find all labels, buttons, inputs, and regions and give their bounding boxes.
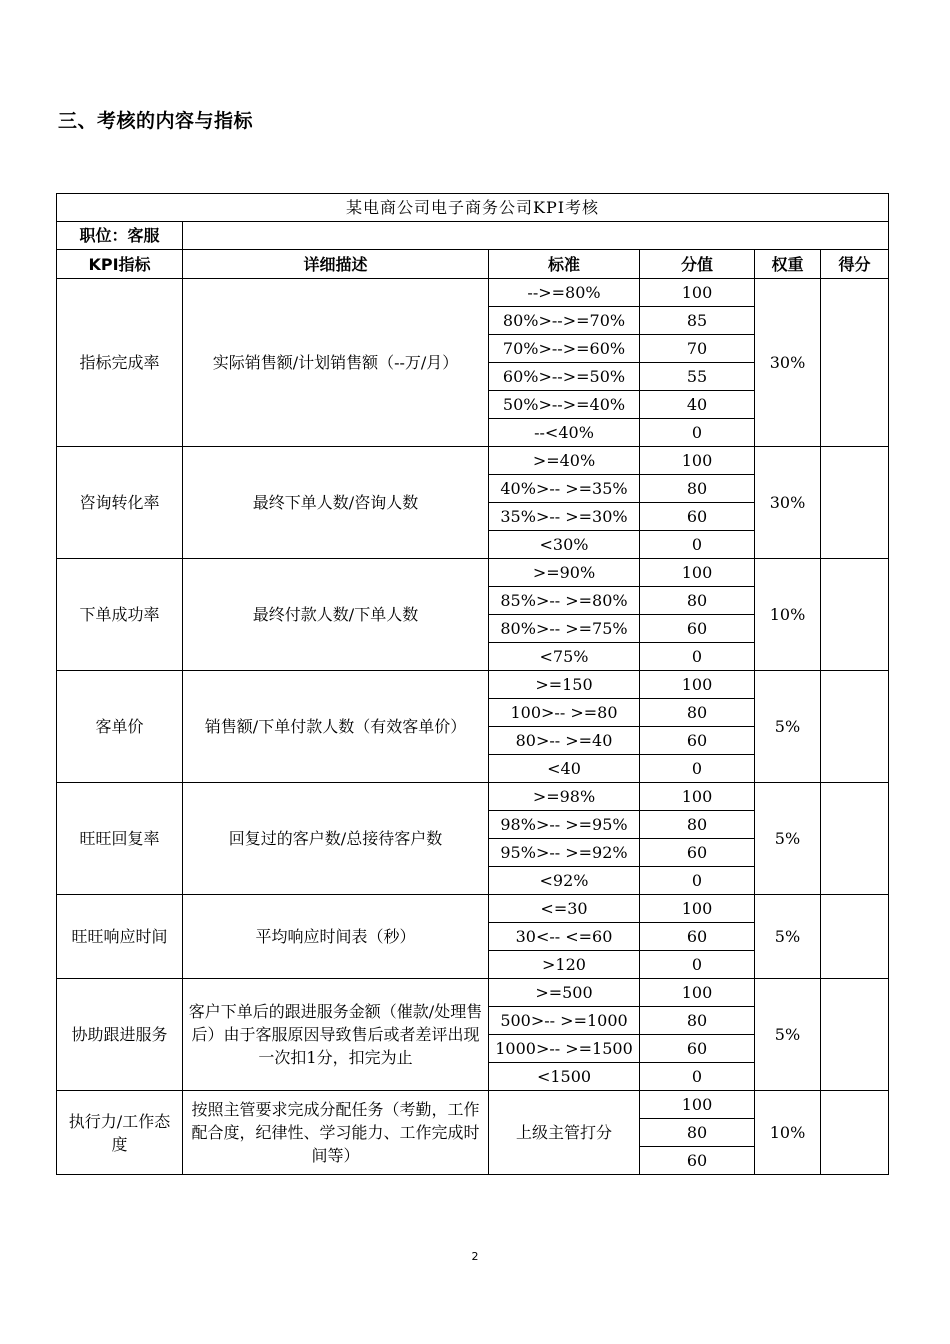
kpi-table	[56, 193, 889, 1175]
kpi-value: 70	[640, 335, 755, 363]
kpi-score	[821, 559, 889, 671]
kpi-description: 客户下单后的跟进服务金额（催款/处理售后）由于客服原因导致售后或者差评出现一次扣1分，扣完为止	[183, 979, 489, 1091]
kpi-value: 0	[640, 755, 755, 783]
kpi-standard: <75%	[489, 643, 640, 671]
section-heading: 三、考核的内容与指标	[58, 110, 254, 132]
position-label: 职位：客服	[57, 222, 183, 250]
position-value	[183, 222, 889, 250]
kpi-weight: 10%	[755, 559, 821, 671]
kpi-indicator: 下单成功率	[57, 559, 183, 671]
kpi-standard: 1000>-- >=1500	[489, 1035, 640, 1063]
kpi-standard: >=90%	[489, 559, 640, 587]
kpi-standard: 80%>-- >=75%	[489, 615, 640, 643]
kpi-indicator: 协助跟进服务	[57, 979, 183, 1091]
kpi-weight: 10%	[755, 1091, 821, 1175]
kpi-value: 80	[640, 811, 755, 839]
kpi-value: 0	[640, 419, 755, 447]
kpi-standard: >=98%	[489, 783, 640, 811]
kpi-value: 85	[640, 307, 755, 335]
kpi-value: 40	[640, 391, 755, 419]
table-row	[57, 671, 889, 699]
kpi-weight: 5%	[755, 671, 821, 783]
table-title: 某电商公司电子商务公司KPI考核	[57, 194, 889, 222]
page-number: 2	[471, 1250, 479, 1263]
kpi-standard: 30<-- <=60	[489, 923, 640, 951]
kpi-standard: 80>-- >=40	[489, 727, 640, 755]
header-score: 得分	[821, 250, 889, 279]
kpi-score	[821, 1091, 889, 1175]
kpi-value: 80	[640, 699, 755, 727]
header-description: 详细描述	[183, 250, 489, 279]
table-row	[57, 1091, 889, 1119]
table-row	[57, 447, 889, 475]
kpi-value: 0	[640, 951, 755, 979]
kpi-weight: 30%	[755, 279, 821, 447]
kpi-value: 100	[640, 1091, 755, 1119]
table-row	[57, 895, 889, 923]
kpi-standard: <40	[489, 755, 640, 783]
kpi-value: 80	[640, 475, 755, 503]
kpi-value: 0	[640, 867, 755, 895]
kpi-standard: >=150	[489, 671, 640, 699]
kpi-indicator: 执行力/工作态度	[57, 1091, 183, 1175]
kpi-description: 回复过的客户数/总接待客户数	[183, 783, 489, 895]
kpi-value: 80	[640, 1007, 755, 1035]
kpi-description: 按照主管要求完成分配任务（考勤，工作配合度，纪律性、学习能力、工作完成时间等）	[183, 1091, 489, 1175]
kpi-standard: 500>-- >=1000	[489, 1007, 640, 1035]
kpi-standard: <92%	[489, 867, 640, 895]
kpi-indicator: 旺旺响应时间	[57, 895, 183, 979]
table-row	[57, 559, 889, 587]
kpi-value: 60	[640, 727, 755, 755]
kpi-indicator: 咨询转化率	[57, 447, 183, 559]
kpi-score	[821, 979, 889, 1091]
kpi-value: 100	[640, 895, 755, 923]
kpi-description: 实际销售额/计划销售额（--万/月）	[183, 279, 489, 447]
kpi-standard: <30%	[489, 531, 640, 559]
kpi-weight: 5%	[755, 783, 821, 895]
kpi-standard: 40%>-- >=35%	[489, 475, 640, 503]
kpi-value: 55	[640, 363, 755, 391]
kpi-score	[821, 671, 889, 783]
header-weight: 权重	[755, 250, 821, 279]
kpi-standard: >120	[489, 951, 640, 979]
kpi-score	[821, 447, 889, 559]
kpi-standard: 35%>-- >=30%	[489, 503, 640, 531]
kpi-standard: 98%>-- >=95%	[489, 811, 640, 839]
kpi-weight: 30%	[755, 447, 821, 559]
header-row	[57, 250, 889, 279]
kpi-standard: 80%>-->=70%	[489, 307, 640, 335]
kpi-description: 销售额/下单付款人数（有效客单价）	[183, 671, 489, 783]
kpi-standard: <1500	[489, 1063, 640, 1091]
kpi-score	[821, 783, 889, 895]
kpi-standard: >=500	[489, 979, 640, 1007]
kpi-standard: 95%>-- >=92%	[489, 839, 640, 867]
kpi-value: 100	[640, 559, 755, 587]
kpi-value: 60	[640, 1147, 755, 1175]
kpi-value: 60	[640, 923, 755, 951]
kpi-weight: 5%	[755, 895, 821, 979]
table-row	[57, 279, 889, 307]
table-row	[57, 783, 889, 811]
kpi-standard: 上级主管打分	[489, 1091, 640, 1175]
header-value: 分值	[640, 250, 755, 279]
kpi-value: 100	[640, 447, 755, 475]
table-row	[57, 979, 889, 1007]
kpi-value: 100	[640, 279, 755, 307]
kpi-standard: --<40%	[489, 419, 640, 447]
kpi-description: 平均响应时间表（秒）	[183, 895, 489, 979]
kpi-description: 最终付款人数/下单人数	[183, 559, 489, 671]
kpi-standard: 85%>-- >=80%	[489, 587, 640, 615]
kpi-value: 0	[640, 643, 755, 671]
kpi-value: 100	[640, 783, 755, 811]
kpi-standard: <=30	[489, 895, 640, 923]
kpi-value: 80	[640, 587, 755, 615]
kpi-value: 80	[640, 1119, 755, 1147]
kpi-value: 100	[640, 979, 755, 1007]
kpi-value: 60	[640, 615, 755, 643]
kpi-standard: 60%>-->=50%	[489, 363, 640, 391]
kpi-score	[821, 279, 889, 447]
kpi-standard: 70%>-->=60%	[489, 335, 640, 363]
kpi-standard: 100>-- >=80	[489, 699, 640, 727]
kpi-value: 60	[640, 503, 755, 531]
kpi-score	[821, 895, 889, 979]
kpi-standard: 50%>-->=40%	[489, 391, 640, 419]
kpi-value: 0	[640, 1063, 755, 1091]
header-standard: 标准	[489, 250, 640, 279]
kpi-value: 100	[640, 671, 755, 699]
kpi-value: 0	[640, 531, 755, 559]
kpi-standard: -->=80%	[489, 279, 640, 307]
kpi-value: 60	[640, 1035, 755, 1063]
kpi-indicator: 指标完成率	[57, 279, 183, 447]
kpi-value: 60	[640, 839, 755, 867]
kpi-indicator: 旺旺回复率	[57, 783, 183, 895]
header-kpi: KPI指标	[57, 250, 183, 279]
kpi-indicator: 客单价	[57, 671, 183, 783]
kpi-weight: 5%	[755, 979, 821, 1091]
kpi-standard: >=40%	[489, 447, 640, 475]
kpi-description: 最终下单人数/咨询人数	[183, 447, 489, 559]
